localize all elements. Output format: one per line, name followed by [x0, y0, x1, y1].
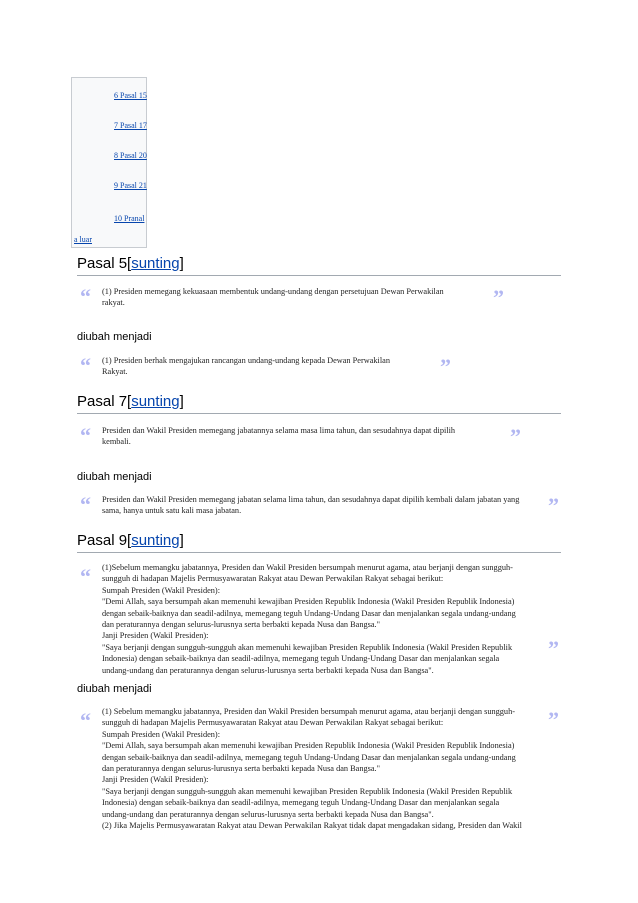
quote-line: Sumpah Presiden (Wakil Presiden): — [102, 729, 221, 739]
table-of-contents — [71, 77, 147, 248]
open-quote-icon: “ — [80, 423, 91, 448]
quote-line: Janji Presiden (Wakil Presiden): — [102, 631, 209, 641]
quote-line: undang-undang dan peraturannya dengan selurus-lurusnya serta berbakti kepada Nusa dan Bangsa". — [102, 809, 434, 819]
close-quote-icon: ” — [493, 285, 504, 310]
quote-line: Presiden dan Wakil Presiden memegang jabatan selama lima tahun, dan sesudahnya dapat dipilih kembali dalam jabatan yang — [102, 495, 520, 504]
quote-line: Indonesia) dengan sebaik-baiknya dan seadil-adilnya, memegang teguh Undang-Undang Dasar dan menjalankan segala — [102, 798, 500, 808]
quote-line: Rakyat. — [102, 367, 128, 377]
quote-line: sama, hanya untuk satu kali masa jabatan. — [102, 506, 242, 516]
quote-pasal-9-amended — [77, 706, 563, 831]
changed-label-pasal-7: diubah menjadi — [77, 471, 152, 483]
toc-item-pasal-21[interactable]: 9 Pasal 21 — [114, 181, 147, 190]
heading-pasal-7: Pasal 7[sunting] — [77, 393, 561, 414]
open-quote-icon: “ — [80, 284, 91, 309]
quote-line: Indonesia) dengan sebaik-baiknya dan seadil-adilnya, memegang teguh Undang-Undang Dasar dan menjalankan segala — [102, 654, 500, 664]
open-quote-icon: “ — [80, 353, 91, 378]
edit-link-pasal-9[interactable]: sunting — [131, 532, 180, 549]
quote-line: dan peraturannya dengan selurus-lurusnya serta berbakti kepada Nusa dan Bangsa." — [102, 764, 381, 774]
quote-line: dengan sebaik-baiknya dan seadil-adilnya, memegang teguh Undang-Undang Dasar dan menjalankan segala undang-undang — [102, 608, 516, 618]
close-quote-icon: ” — [440, 354, 451, 379]
quote-line: dan peraturannya dengan selurus-lurusnya serta berbakti kepada Nusa dan Bangsa." — [102, 620, 381, 630]
changed-label-pasal-9: diubah menjadi — [77, 683, 152, 695]
heading-pasal-5-title: Pasal 5 — [77, 255, 128, 272]
quote-line: dengan sebaik-baiknya dan seadil-adilnya, memegang teguh Undang-Undang Dasar dan menjalankan segala undang-undang — [102, 752, 516, 762]
open-quote-icon: “ — [80, 564, 91, 589]
quote-line: Janji Presiden (Wakil Presiden): — [102, 775, 209, 785]
toc-item-pasal-20[interactable]: 8 Pasal 20 — [114, 151, 147, 160]
quote-line: "Saya berjanji dengan sungguh-sungguh akan memenuhi kewajiban Presiden Republik Indonesia (Wakil Presiden Republik — [102, 786, 513, 796]
close-quote-icon: ” — [510, 424, 521, 449]
close-quote-icon: ” — [548, 707, 559, 732]
open-quote-icon: “ — [80, 708, 91, 733]
heading-pasal-9-title: Pasal 9 — [77, 532, 128, 549]
quote-line: sungguh di hadapan Majelis Permusyawaratan Rakyat atau Dewan Perwakilan Rakyat sebagai berikut: — [102, 574, 444, 584]
quote-pasal-7-amended — [77, 492, 563, 520]
toc-item-pasal-17[interactable]: 7 Pasal 17 — [114, 121, 147, 130]
heading-pasal-9: Pasal 9[sunting] — [77, 532, 561, 553]
quote-line: (1) Presiden berhak mengajukan rancangan undang-undang kepada Dewan Perwakilan — [102, 356, 390, 365]
quote-line: (1) Presiden memegang kekuasaan membentuk undang-undang dengan persetujuan Dewan Perwakilan — [102, 287, 444, 296]
edit-link-pasal-7[interactable]: sunting — [131, 393, 180, 410]
quote-pasal-9-original — [77, 562, 563, 680]
quote-pasal-7-original — [77, 423, 563, 451]
quote-line: undang-undang dan peraturannya dengan selurus-lurusnya serta berbakti kepada Nusa dan Bangsa". — [102, 665, 434, 675]
heading-pasal-5: Pasal 5[sunting] — [77, 255, 561, 276]
quote-pasal-5-original — [77, 284, 563, 312]
quote-line: "Demi Allah, saya bersumpah akan memenuhi kewajiban Presiden Republik Indonesia (Wakil Presiden Republik Indonesia) — [102, 597, 515, 607]
toc-item-pranala-luar[interactable]: a luar — [74, 235, 92, 244]
toc-item-pranala[interactable]: 10 Pranal — [114, 214, 145, 223]
close-quote-icon: ” — [548, 493, 559, 518]
quote-line: kembali. — [102, 437, 131, 447]
quote-line: (2) Jika Majelis Permusyawaratan Rakyat atau Dewan Perwakilan Rakyat tidak dapat mengadakan sidang, Presiden dan Wakil — [102, 821, 522, 831]
open-quote-icon: “ — [80, 492, 91, 517]
toc-item-pasal-15[interactable]: 6 Pasal 15 — [114, 91, 147, 100]
quote-line: "Saya berjanji dengan sungguh-sungguh akan memenuhi kewajiban Presiden Republik Indonesia (Wakil Presiden Republik — [102, 642, 513, 652]
quote-line: "Demi Allah, saya bersumpah akan memenuhi kewajiban Presiden Republik Indonesia (Wakil Presiden Republik Indonesia) — [102, 741, 515, 751]
heading-pasal-7-title: Pasal 7 — [77, 393, 128, 410]
quote-line: sungguh di hadapan Majelis Permusyawaratan Rakyat atau Dewan Perwakilan Rakyat sebagai berikut: — [102, 718, 444, 728]
quote-line: (1)Sebelum memangku jabatannya, Presiden dan Wakil Presiden bersumpah menurut agama, atau berjanji dengan sungguh- — [102, 563, 513, 572]
quote-line: Presiden dan Wakil Presiden memegang jabatannya selama masa lima tahun, dan sesudahnya dapat dipilih — [102, 426, 456, 435]
quote-line: rakyat. — [102, 298, 125, 308]
quote-line: (1) Sebelum memangku jabatannya, Presiden dan Wakil Presiden bersumpah menurut agama, atau berjanji dengan sungguh- — [102, 707, 515, 716]
quote-line: Sumpah Presiden (Wakil Presiden): — [102, 585, 221, 595]
close-quote-icon: ” — [548, 636, 559, 661]
changed-label-pasal-5: diubah menjadi — [77, 331, 152, 343]
quote-pasal-5-amended — [77, 353, 563, 381]
edit-link-pasal-5[interactable]: sunting — [131, 255, 180, 272]
